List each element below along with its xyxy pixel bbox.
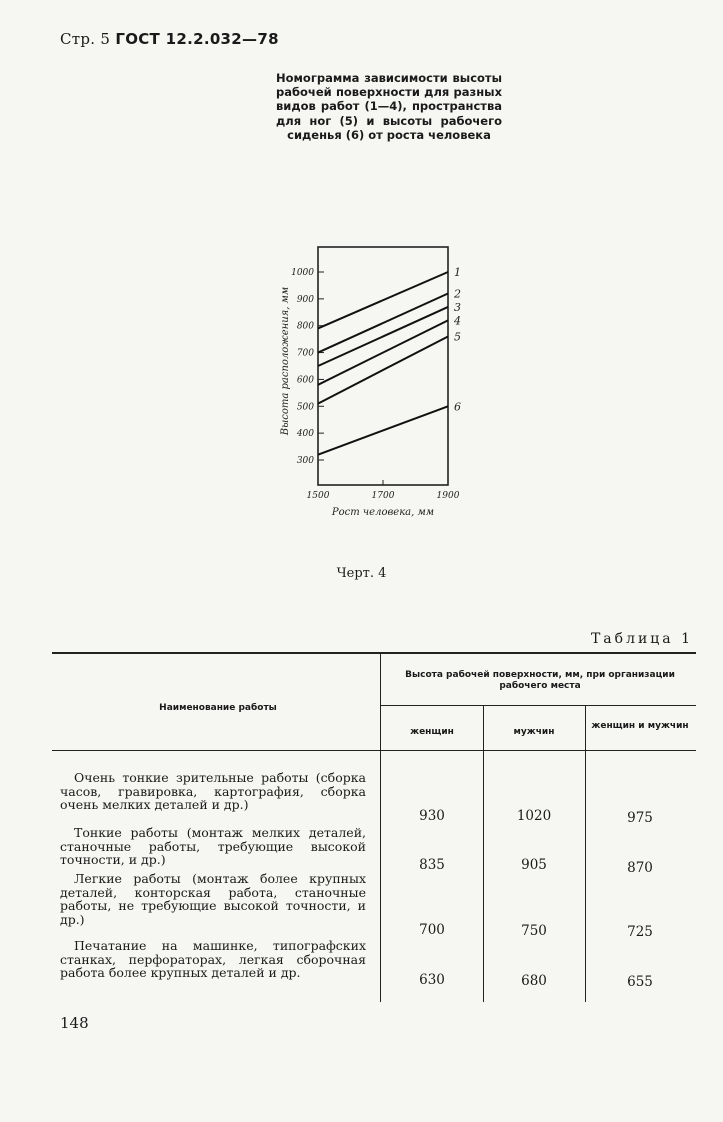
y-tick-label: 500 <box>296 402 314 413</box>
table-row-4-name: Печатание на машинке, типографских станках, перфораторах, легкая сборочная работа более крупных деталей и др. <box>60 938 366 980</box>
row-1-both: 975 <box>627 810 653 826</box>
x-tick-label: 1500 <box>306 491 330 501</box>
row-2-both: 870 <box>627 860 653 876</box>
series-label-5: 5 <box>454 330 461 344</box>
row-3-women: 700 <box>419 922 445 938</box>
row-4-both: 655 <box>627 974 653 990</box>
table-header-rule <box>52 750 696 751</box>
table-row-2-name: Тонкие работы (монтаж мелких деталей, станочные работы, требующие высокой точности, и др.) <box>60 825 366 867</box>
x-tick-label: 1900 <box>436 491 460 501</box>
table-row-1-name: Очень тонкие зрительные работы (сборка часов, гравировка, картография, сборка очень мелких деталей и др.) <box>60 770 366 812</box>
y-tick-label: 1000 <box>291 268 314 278</box>
series-label-1: 1 <box>454 266 461 279</box>
series-label-6: 6 <box>454 400 461 414</box>
y-tick-label: 800 <box>296 321 314 332</box>
table-row-3-name: Легкие работы (монтаж более крупных деталей, конторская работа, станочные работы, не требующие высокой точности, и др.) <box>60 871 366 927</box>
row-4-women: 630 <box>419 972 445 988</box>
x-axis-label: Рост человека, мм <box>331 507 435 518</box>
group-header-rule <box>380 705 696 706</box>
col-header-group: Высота рабочей поверхности, мм, при организации рабочего места <box>405 670 675 691</box>
series-line-4 <box>318 320 448 384</box>
page-ref: Стр. 5 <box>60 30 111 48</box>
series-line-1 <box>318 272 448 328</box>
col-header-work: Наименование работы <box>159 703 277 713</box>
y-tick-label: 400 <box>296 429 314 440</box>
series-line-6 <box>318 406 448 454</box>
table-title: Таблица 1 <box>590 631 693 647</box>
nomogram-chart <box>0 0 723 560</box>
y-axis-label: Высота расположения, мм <box>280 286 291 436</box>
col-header-men: мужчин <box>513 727 555 737</box>
series-line-2 <box>318 293 448 352</box>
row-3-men: 750 <box>521 923 547 939</box>
y-tick-label: 600 <box>296 375 314 386</box>
figure-caption: Номограмма зависимости высоты рабочей поверхности для разных видов работ (1—4), пространства для ног (5) и высоты рабочего сиденья (6) от роста человека <box>276 71 502 142</box>
col-header-women: женщин <box>410 727 454 737</box>
col-divider-1 <box>380 654 381 1002</box>
row-4-men: 680 <box>521 973 547 989</box>
page-number: 148 <box>60 1014 89 1032</box>
row-2-men: 905 <box>521 857 547 873</box>
series-line-5 <box>318 336 448 403</box>
standard-code: ГОСТ 12.2.032—78 <box>115 30 279 48</box>
col-divider-2 <box>483 706 484 1002</box>
y-tick-label: 900 <box>296 294 314 305</box>
row-1-women: 930 <box>419 808 445 824</box>
row-2-women: 835 <box>419 857 445 873</box>
series-label-3: 3 <box>454 300 461 314</box>
series-label-4: 4 <box>454 314 461 328</box>
y-tick-label: 300 <box>296 456 314 466</box>
col-header-both: женщин и мужчин <box>591 721 689 731</box>
series-line-3 <box>318 307 448 366</box>
col-divider-3 <box>585 706 586 1002</box>
row-1-men: 1020 <box>516 808 552 824</box>
figure-label: Черт. 4 <box>336 566 387 581</box>
table-top-rule <box>52 652 696 654</box>
plot-frame <box>318 247 448 485</box>
y-tick-label: 700 <box>296 348 314 359</box>
x-tick-label: 1700 <box>371 491 395 501</box>
row-3-both: 725 <box>627 924 653 940</box>
series-label-2: 2 <box>454 287 461 301</box>
